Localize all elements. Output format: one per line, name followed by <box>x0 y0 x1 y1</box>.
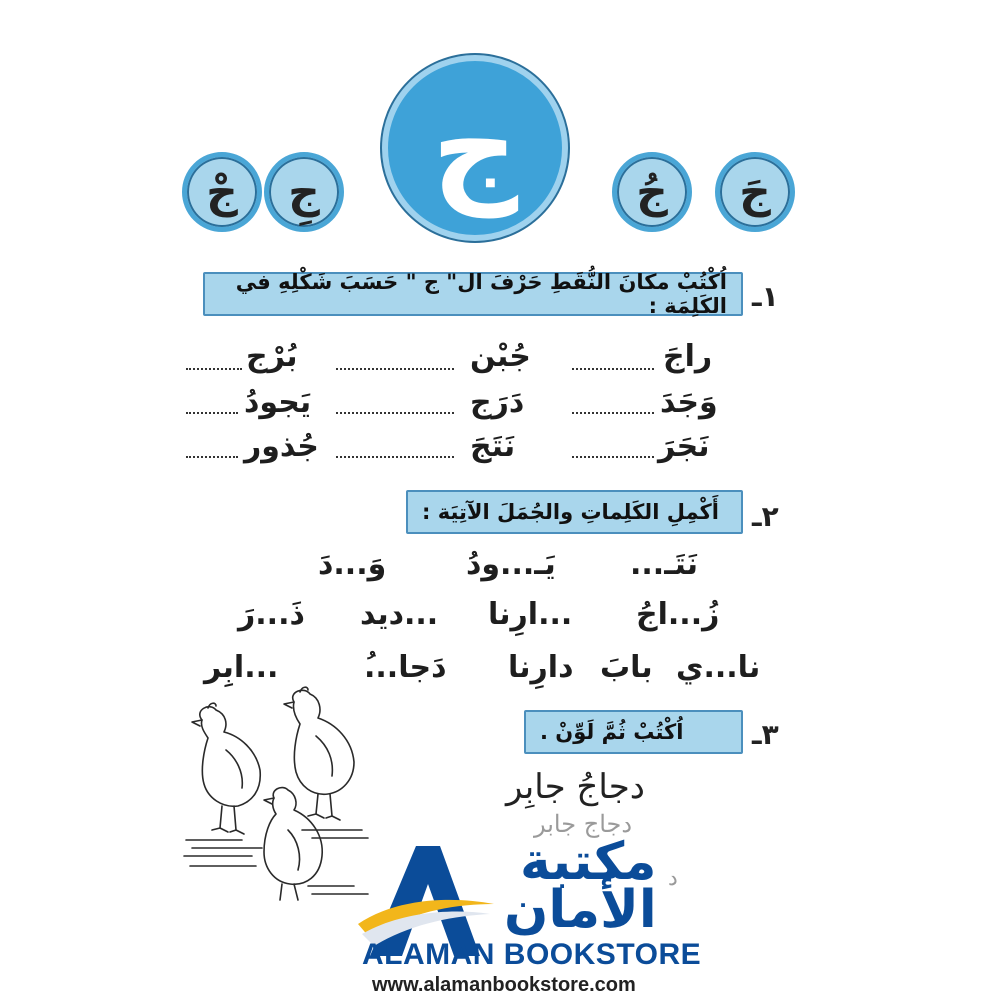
section-2-title: أَكْمِلِ الكَلِماتِ والجُمَلَ الآتِيَة : <box>406 490 743 534</box>
ex2-word: نا...ي <box>676 650 761 685</box>
ex2-word: وَ...دَ <box>318 547 387 582</box>
ex2-word: ...ارِنا <box>488 597 573 632</box>
ex1-word: يَجودُ <box>244 385 312 420</box>
section-2-number: ٢ـ <box>752 500 779 533</box>
ex1-word: وَجَدَ <box>660 385 718 420</box>
ex1-word: جُبْن <box>470 339 531 374</box>
ex1-blank[interactable] <box>572 412 654 414</box>
ex2-word: ...ديد <box>360 597 439 632</box>
section-3-title: اُكْتُبْ ثُمَّ لَوِّنْ . <box>524 710 743 754</box>
ex1-blank[interactable] <box>186 368 242 370</box>
letter-form-fatha: جَ <box>715 152 795 232</box>
section-1-title: اُكْتُبْ مكانَ النُّقَطِ حَرْفَ ال" ج " حَسَبَ شَكْلِهِ في الكَلِمَة : <box>203 272 743 316</box>
ex2-word: دَجا...ُ <box>364 650 447 685</box>
ex1-word: بُرْج <box>246 339 298 374</box>
ex1-blank[interactable] <box>572 368 654 370</box>
chickens-illustration <box>182 680 372 905</box>
ex1-blank[interactable] <box>186 456 238 458</box>
ex1-blank[interactable] <box>572 456 654 458</box>
letter-form-damma: جُ <box>612 152 692 232</box>
letter-form-sukun: جْ <box>182 152 262 232</box>
section-1-number: ١ـ <box>752 280 779 313</box>
ex1-blank[interactable] <box>336 456 454 458</box>
ex1-blank[interactable] <box>336 368 454 370</box>
ex1-word: جُذور <box>244 429 319 464</box>
section-3-number: ٣ـ <box>752 718 779 751</box>
ex1-blank[interactable] <box>336 412 454 414</box>
ex1-blank[interactable] <box>186 412 238 414</box>
logo-english: ALAMAN BOOKSTORE <box>362 938 702 971</box>
ex2-word: بابَ <box>600 650 653 685</box>
ex1-word: نَجَرَ <box>658 429 710 464</box>
ex2-word: زُ...اجُ <box>636 597 720 632</box>
ex2-word: دارِنا <box>508 650 574 685</box>
handwriting-model: دجاجُ جابِر <box>506 767 645 807</box>
letter-form-kasra: جِ <box>264 152 344 232</box>
ex2-word: ...ابِر <box>204 650 279 685</box>
ex2-word: نَتَـ... <box>630 547 698 582</box>
logo-arabic-line2: الأمان <box>504 880 657 940</box>
handwriting-trace: دجاج جابر <box>534 810 633 838</box>
ex1-word: نَتَجَ <box>470 429 516 464</box>
handwriting-start: د <box>668 866 678 891</box>
website-url[interactable]: www.alamanbookstore.com <box>372 974 636 996</box>
ex2-word: يَـ...ودُ <box>466 547 556 582</box>
main-letter-circle: ج <box>382 55 568 241</box>
ex2-word: ذَ...رَ <box>238 597 305 632</box>
ex1-word: دَرَج <box>470 385 525 420</box>
logo-arabic-line1: مكتبة <box>520 832 657 892</box>
ex1-word: راجَ <box>663 339 713 374</box>
